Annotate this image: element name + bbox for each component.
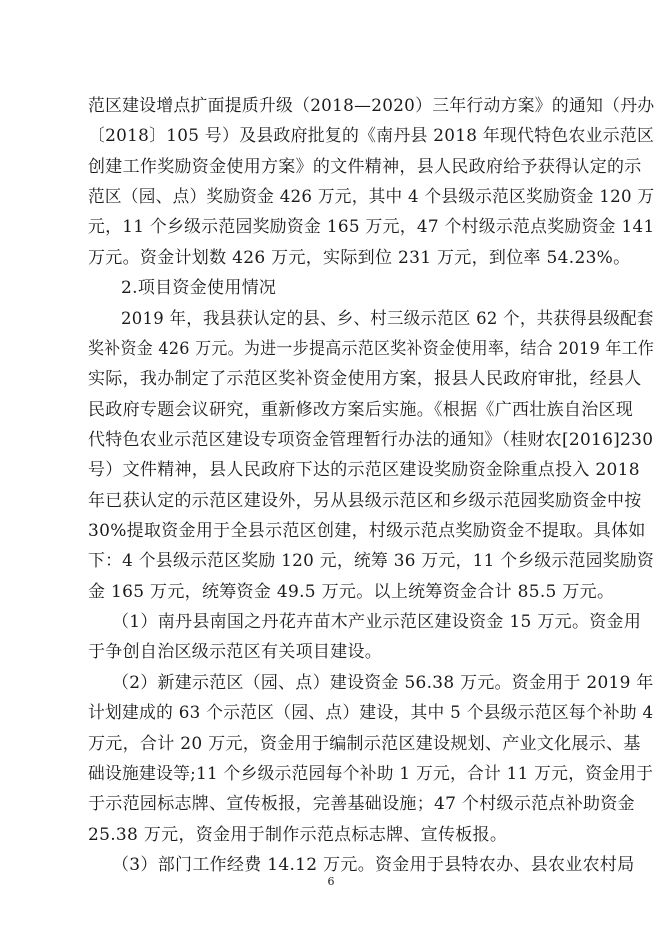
text-line: 实际，我办制定了示范区奖补资金使用方案，报县人民政府审批，经县人 bbox=[88, 369, 642, 389]
text-line: 于示范园标志牌、宣传板报，完善基础设施；47 个村级示范点补助资金 bbox=[88, 794, 635, 814]
text-line: 计划建成的 63 个示范区（园、点）建设，其中 5 个县级示范区每个补助 4 bbox=[88, 703, 654, 723]
list-item: （2）新建示范区（园、点）建设资金 56.38 万元。资金用于 2019 年 bbox=[112, 673, 654, 693]
text-line: 下：4 个县级示范区奖励 120 元，统筹 36 万元，11 个乡级示范园奖励资 bbox=[88, 551, 655, 571]
text-line: 范区（园、点）奖励资金 426 万元，其中 4 个县级示范区奖励资金 120 万 bbox=[88, 187, 655, 207]
page-number: 6 bbox=[327, 875, 335, 888]
text-line: 创建工作奖励资金使用方案》的文件精神，县人民政府给予获得认定的示 bbox=[88, 157, 642, 177]
text-line: 范区建设增点扩面提质升级（2018—2020）三年行动方案》的通知（丹办 bbox=[88, 96, 655, 116]
text-line: 25.38 万元，资金用于制作示范点标志牌、宣传板报。 bbox=[88, 825, 508, 845]
text-line: 万元。资金计划数 426 万元，实际到位 231 万元，到位率 54.23%。 bbox=[88, 248, 631, 268]
list-item: （1）南丹县南国之丹花卉苗木产业示范区建设资金 15 万元。资金用 bbox=[112, 612, 642, 632]
text-line: 于争创自治区级示范区有关项目建设。 bbox=[88, 642, 383, 662]
text-line: 30%提取资金用于全县示范区创建，村级示范点奖励资金不提取。具体如 bbox=[88, 521, 646, 541]
section-heading: 2.项目资金使用情况 bbox=[121, 278, 277, 298]
list-item: （3）部门工作经费 14.12 万元。资金用于县特农办、县农业农村局 bbox=[112, 855, 635, 875]
text-line: 〔2018〕105 号）及县政府批复的《南丹县 2018 年现代特色农业示范区 bbox=[88, 126, 655, 146]
text-line: 年已获认定的示范区建设外，另从县级示范区和乡级示范园奖励资金中按 bbox=[88, 491, 642, 511]
text-line: 元，11 个乡级示范园奖励资金 165 万元，47 个村级示范点奖励资金 141 bbox=[88, 217, 655, 237]
text-line: 础设施建设等;11 个乡级示范园每个补助 1 万元，合计 11 万元，资金用于 bbox=[88, 764, 654, 784]
text-line: 金 165 万元，统筹资金 49.5 万元。以上统筹资金合计 85.5 万元。 bbox=[88, 582, 615, 602]
text-line: 代特色农业示范区建设专项资金管理暂行办法的通知》（桂财农[2016]230 bbox=[88, 430, 654, 450]
text-line: 民政府专题会议研究，重新修改方案后实施。《根据《广西壮族自治区现 bbox=[88, 400, 634, 420]
text-line: 万元，合计 20 万元，资金用于编制示范区建设规划、产业文化展示、基 bbox=[88, 734, 641, 754]
text-line: 号）文件精神，县人民政府下达的示范区建设奖励资金除重点投入 2018 bbox=[88, 460, 640, 480]
text-line: 奖补资金 426 万元。为进一步提高示范区奖补资金使用率，结合 2019 年工作 bbox=[88, 339, 655, 359]
text-line: 2019 年，我县获认定的县、乡、村三级示范区 62 个，共获得县级配套 bbox=[121, 309, 654, 329]
